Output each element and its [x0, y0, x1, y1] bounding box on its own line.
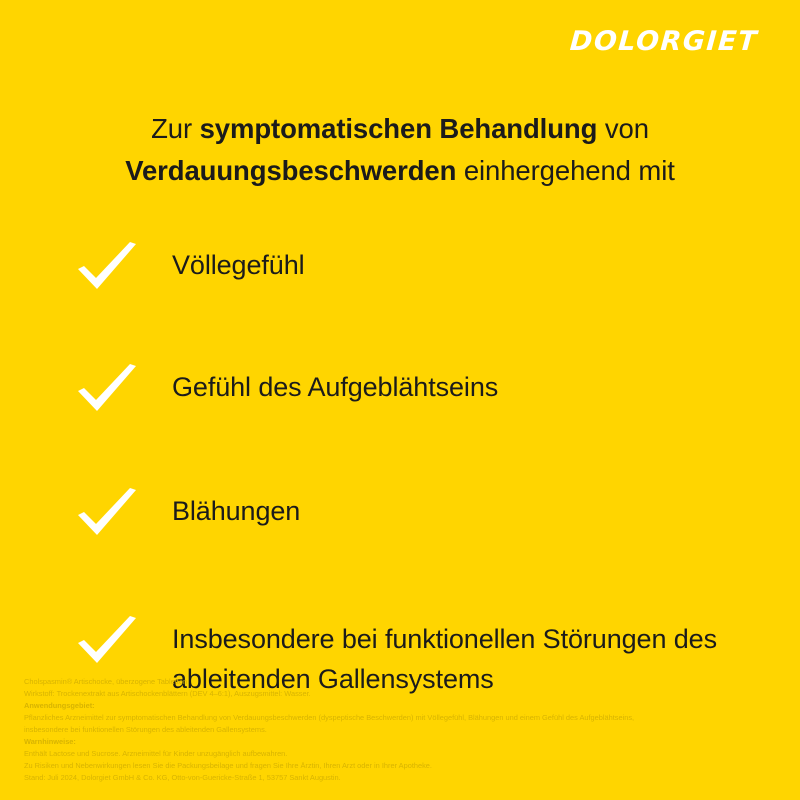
fineprint-line: Warnhinweise: — [24, 737, 76, 747]
list-item-label: Völlegefühl — [172, 250, 305, 280]
headline-line1-pre: Zur — [151, 113, 200, 144]
checkmark-icon — [74, 364, 172, 424]
fineprint — [24, 676, 776, 784]
brand-logo: DOLORGIET — [568, 26, 760, 57]
checkmark-icon — [74, 616, 172, 676]
list-item-label: Blähungen — [172, 496, 301, 526]
list-item — [74, 240, 740, 344]
list-item-label: Gefühl des Aufgeblähtseins — [172, 372, 499, 402]
list-item — [74, 486, 740, 590]
list-item-label: Insbesondere bei funktionellen Störungen des ableitenden Gallensystems — [172, 624, 718, 694]
headline-line1-post: von — [597, 113, 649, 144]
checkmark-icon — [74, 242, 172, 302]
headline-line2-bold: Verdauungsbeschwerden — [125, 154, 457, 186]
symptom-list — [0, 240, 800, 718]
fineprint-line: Wirkstoff: Trockenextrakt aus Artischockenblättern (DEV 4–6:1), Auszugsmittel: Wasser. — [24, 689, 311, 699]
page-title — [0, 108, 800, 192]
fineprint-line: insbesondere bei funktionellen Störungen des ableitenden Gallensystems. — [24, 725, 267, 735]
list-item — [74, 362, 740, 466]
checkmark-icon — [74, 488, 172, 548]
fineprint-line: Anwendungsgebiet: — [24, 701, 95, 711]
headline-line1-bold: symptomatischen Behandlung — [199, 113, 598, 144]
fineprint-line: Cholspasmin® Artischocke, überzogene Tabletten — [24, 677, 188, 687]
fineprint-line: Enthält Lactose und Sucrose. Arzneimittel für Kinder unzugänglich aufbewahren. — [24, 749, 288, 759]
headline-line2-post: einhergehend mit — [456, 154, 675, 186]
fineprint-line: Pflanzliches Arzneimittel zur symptomatischen Behandlung von Verdauungsbeschwerden (dyspeptische Beschwerden) mit Völlegefühl, Blähungen und einem Gefühl des Aufgeblähtseins, — [24, 713, 635, 723]
fineprint-line: Stand: Juli 2024, Dolorgiet GmbH & Co. KG, Otto-von-Guericke-Straße 1, 53757 Sankt Augustin. — [24, 773, 341, 783]
fineprint-line: Zu Risiken und Nebenwirkungen lesen Sie die Packungsbeilage und fragen Sie Ihre Ärztin, Ihren Arzt oder in Ihrer Apotheke. — [24, 761, 432, 771]
